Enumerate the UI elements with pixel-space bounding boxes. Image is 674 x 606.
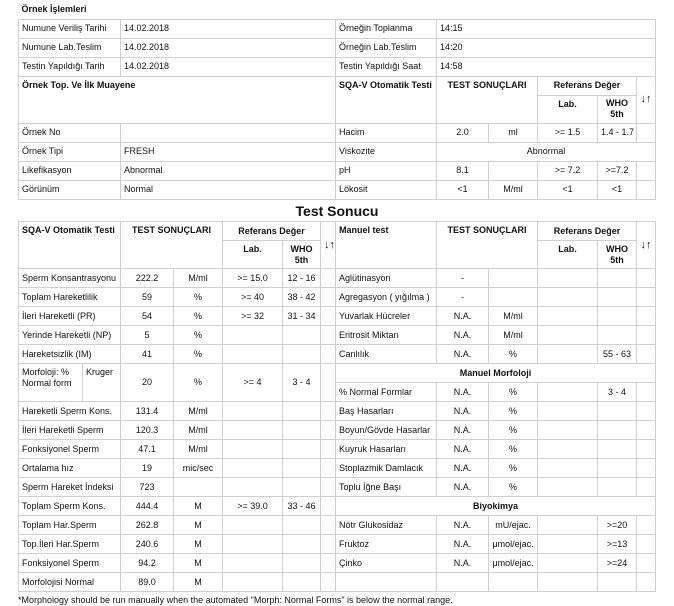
manual-who-ref: >=24 [598, 554, 637, 573]
test-label: İleri Hareketli (PR) [19, 307, 121, 326]
table-row [19, 421, 656, 440]
arrow-cell [637, 269, 656, 288]
sort-arrows-icon[interactable]: ↓↑ [637, 222, 656, 269]
field-value: 14:15 [437, 19, 656, 38]
test-unit: M/ml [174, 269, 223, 288]
who-header-right [598, 241, 637, 269]
test-lab-ref [223, 402, 283, 421]
table-row [19, 180, 656, 199]
test-unit [174, 478, 223, 497]
morph-result: 20 [121, 364, 174, 402]
results-header-right: TEST SONUÇLARI [437, 222, 538, 269]
table-row [19, 535, 656, 554]
param-result: 2.0 [437, 123, 489, 142]
table-row [19, 573, 656, 592]
manual-lab-ref [538, 288, 598, 307]
manual-lab-ref [538, 554, 598, 573]
test-who-ref [283, 573, 321, 592]
manual-label: Boyun/Gövde Hasarlar [336, 421, 437, 440]
results-header: TEST SONUÇLARI [437, 76, 538, 123]
test-who-ref [283, 554, 321, 573]
field-label: Testin Yapıldığı Saat [336, 57, 437, 76]
test-who-ref [283, 345, 321, 364]
test-result: 131.4 [121, 402, 174, 421]
arrow-cell [321, 269, 336, 288]
who-header-line2: 5th [610, 254, 624, 265]
manual-unit: % [489, 421, 538, 440]
auto-test-header: SQA-V Otomatik Testi [19, 222, 121, 269]
test-label: Fonksiyonel Sperm [19, 554, 121, 573]
manual-label: Aglütinasyon [336, 269, 437, 288]
test-unit: % [174, 326, 223, 345]
arrow-cell [321, 497, 336, 516]
table-row [19, 478, 656, 497]
manual-who-ref [598, 402, 637, 421]
manual-label: Kuyruk Hasarları [336, 440, 437, 459]
manual-lab-ref [538, 345, 598, 364]
manual-label: Çinko [336, 554, 437, 573]
test-unit: M [174, 516, 223, 535]
who-header-line1: WHO [606, 243, 629, 254]
test-unit: M [174, 554, 223, 573]
test-label: Toplam Har.Sperm [19, 516, 121, 535]
test-label: Ortalama hız [19, 459, 121, 478]
test-unit: M [174, 497, 223, 516]
morph-label-line1: Morfoloji: % [22, 367, 70, 377]
table-row [19, 307, 656, 326]
arrow-cell [637, 345, 656, 364]
test-who-ref [283, 402, 321, 421]
manual-result: N.A. [437, 478, 489, 497]
table-row [19, 142, 656, 161]
arrow-cell [637, 402, 656, 421]
lab-header: Lab. [538, 95, 598, 123]
who-header-line2: 5th [294, 254, 309, 265]
param-unit: ml [489, 123, 538, 142]
manual-who-ref [598, 440, 637, 459]
manual-unit: μmol/ejac. [489, 535, 538, 554]
arrow-cell [321, 554, 336, 573]
manual-who-ref [598, 573, 637, 592]
manual-unit [489, 288, 538, 307]
test-who-ref: 38 - 42 [283, 288, 321, 307]
manual-label: Fruktoz [336, 535, 437, 554]
test-result: 59 [121, 288, 174, 307]
test-lab-ref [223, 573, 283, 592]
test-result: 89.0 [121, 573, 174, 592]
manual-result: N.A. [437, 383, 489, 402]
arrow-cell [637, 383, 656, 402]
manual-lab-ref [538, 440, 598, 459]
field-value [121, 123, 336, 142]
morph-who-ref: 3 - 4 [283, 364, 321, 402]
manual-lab-ref [538, 326, 598, 345]
param-label: Lökosit [336, 180, 437, 199]
param-result: <1 [437, 180, 489, 199]
table-row [19, 497, 656, 516]
who-header-line2: 5th [610, 109, 624, 119]
manual-lab-ref [538, 478, 598, 497]
manual-result: N.A. [437, 307, 489, 326]
test-result: 262.8 [121, 516, 174, 535]
lab-header-right: Lab. [538, 241, 598, 269]
table-row [19, 269, 656, 288]
param-lab-ref: >= 1.5 [538, 123, 598, 142]
test-who-ref: 31 - 34 [283, 307, 321, 326]
manual-who-ref [598, 326, 637, 345]
test-label: Toplam Hareketlilik [19, 288, 121, 307]
table-row [19, 38, 656, 57]
arrow-cell [321, 345, 336, 364]
manual-lab-ref [538, 269, 598, 288]
test-lab-ref: >= 15.0 [223, 269, 283, 288]
test-unit: mic/sec [174, 459, 223, 478]
table-row [19, 516, 656, 535]
test-lab-ref [223, 326, 283, 345]
test-who-ref [283, 516, 321, 535]
table-row [19, 345, 656, 364]
test-unit: % [174, 288, 223, 307]
sort-arrows-icon[interactable]: ↓↑ [637, 76, 656, 123]
arrow-cell [637, 573, 656, 592]
test-result: 240.6 [121, 535, 174, 554]
arrow-cell [637, 307, 656, 326]
who-header-line1: WHO [606, 98, 628, 108]
manual-lab-ref [538, 307, 598, 326]
field-value: 14.02.2018 [121, 57, 336, 76]
reference-header: Referans Değer [538, 76, 637, 95]
table-row [19, 402, 656, 421]
param-result: Abnormal [437, 142, 656, 161]
manual-unit [489, 269, 538, 288]
test-label: Hareketli Sperm Kons. [19, 402, 121, 421]
arrow-cell [637, 326, 656, 345]
manual-label: Nötr Glukosidaz [336, 516, 437, 535]
arrow-cell [321, 535, 336, 554]
test-result-table [18, 221, 656, 592]
section-biochemistry: Biyokimya [336, 497, 656, 516]
test-unit: M/ml [174, 421, 223, 440]
field-value: 14:58 [437, 57, 656, 76]
test-lab-ref [223, 345, 283, 364]
manual-who-ref [598, 307, 637, 326]
param-result: 8.1 [437, 161, 489, 180]
manual-result: N.A. [437, 535, 489, 554]
manual-result: N.A. [437, 440, 489, 459]
manual-unit: % [489, 383, 538, 402]
arrow-cell [321, 307, 336, 326]
arrow-cell [637, 554, 656, 573]
manual-who-ref [598, 288, 637, 307]
sample-info-table [18, 0, 656, 200]
results-header-left: TEST SONUÇLARI [121, 222, 223, 269]
manual-result: N.A. [437, 516, 489, 535]
manual-who-ref: 3 - 4 [598, 383, 637, 402]
who-header-line1: WHO [290, 243, 313, 254]
manual-who-ref: 55 - 63 [598, 345, 637, 364]
param-label: Viskozite [336, 142, 437, 161]
arrow-cell [637, 440, 656, 459]
manual-lab-ref [538, 402, 598, 421]
arrow-cell [321, 573, 336, 592]
test-lab-ref: >= 32 [223, 307, 283, 326]
field-value: 14.02.2018 [121, 38, 336, 57]
arrow-cell [321, 288, 336, 307]
test-result: 47.1 [121, 440, 174, 459]
manual-label: Yuvarlak Hücreler [336, 307, 437, 326]
test-lab-ref [223, 459, 283, 478]
manual-result: N.A. [437, 402, 489, 421]
morph-unit: % [174, 364, 223, 402]
manual-unit: % [489, 478, 538, 497]
manual-result: N.A. [437, 421, 489, 440]
test-result: 222.2 [121, 269, 174, 288]
test-result: 19 [121, 459, 174, 478]
section-title-first-exam: Örnek Top. Ve İlk Muayene [19, 76, 336, 123]
who-header [598, 95, 637, 123]
test-who-ref [283, 459, 321, 478]
manual-label: Eritrosit Miktarı [336, 326, 437, 345]
test-label: Fonksiyonel Sperm [19, 440, 121, 459]
table-row [19, 288, 656, 307]
field-label: Testin Yapıldığı Tarih [19, 57, 121, 76]
arrow-cell [637, 478, 656, 497]
test-unit: % [174, 345, 223, 364]
field-label: Görünüm [19, 180, 121, 199]
field-value: Abnormal [121, 161, 336, 180]
manual-who-ref [598, 459, 637, 478]
param-who-ref: 1.4 - 1.7 [598, 123, 637, 142]
test-unit: M [174, 573, 223, 592]
param-lab-ref: <1 [538, 180, 598, 199]
test-who-ref [283, 421, 321, 440]
arrow-cell [321, 364, 336, 402]
arrow-cell [637, 421, 656, 440]
reference-header-left: Referans Değer [223, 222, 321, 241]
manual-result: N.A. [437, 345, 489, 364]
manual-unit: % [489, 459, 538, 478]
test-unit: % [174, 307, 223, 326]
who-header-left [283, 241, 321, 269]
manual-result: - [437, 288, 489, 307]
manual-label: Toplu İğne Başı [336, 478, 437, 497]
field-label: Likefikasyon [19, 161, 121, 180]
arrow-cell [321, 440, 336, 459]
manual-unit: M/ml [489, 307, 538, 326]
field-value: 14:20 [437, 38, 656, 57]
field-label: Numune Lab.Teslim [19, 38, 121, 57]
test-who-ref [283, 440, 321, 459]
manual-label: Baş Hasarları [336, 402, 437, 421]
manual-result [437, 573, 489, 592]
arrow-cell [637, 535, 656, 554]
arrow-cell [321, 421, 336, 440]
morph-label [19, 364, 83, 402]
arrow-cell [637, 161, 656, 180]
test-result: 5 [121, 326, 174, 345]
manual-who-ref [598, 269, 637, 288]
test-label: Sperm Hareket İndeksi [19, 478, 121, 497]
manual-lab-ref [538, 516, 598, 535]
test-unit: M [174, 535, 223, 554]
arrow-cell [637, 288, 656, 307]
test-result: 723 [121, 478, 174, 497]
manual-label [336, 573, 437, 592]
table-row [19, 440, 656, 459]
test-who-ref [283, 535, 321, 554]
manual-label: Canlılık [336, 345, 437, 364]
param-label: Hacim [336, 123, 437, 142]
manual-unit: M/ml [489, 326, 538, 345]
manual-label: Agregasyon ( yığılma ) [336, 288, 437, 307]
param-who-ref: >=7.2 [598, 161, 637, 180]
arrow-cell [637, 180, 656, 199]
test-result: 41 [121, 345, 174, 364]
test-label: İleri Hareketli Sperm [19, 421, 121, 440]
field-label: Örneğin Toplanma [336, 19, 437, 38]
manual-who-ref: >=20 [598, 516, 637, 535]
test-lab-ref: >= 39.0 [223, 497, 283, 516]
field-label: Örneğin Lab.Teslim [336, 38, 437, 57]
arrow-cell [321, 326, 336, 345]
arrow-cell [637, 459, 656, 478]
param-unit: M/ml [489, 180, 538, 199]
manual-unit: % [489, 345, 538, 364]
test-lab-ref [223, 421, 283, 440]
field-value: FRESH [121, 142, 336, 161]
test-label: Top.İleri Har.Sperm [19, 535, 121, 554]
test-lab-ref [223, 554, 283, 573]
morph-label-line2: Normal form [22, 378, 72, 388]
manual-who-ref [598, 478, 637, 497]
field-value: Normal [121, 180, 336, 199]
manual-unit: mU/ejac. [489, 516, 538, 535]
sort-arrows-icon[interactable]: ↓↑ [321, 222, 336, 269]
table-row [19, 57, 656, 76]
section-title-sample-ops: Örnek İşlemleri [19, 0, 656, 19]
test-who-ref [283, 326, 321, 345]
test-label: Morfolojisi Normal [19, 573, 121, 592]
test-who-ref [283, 478, 321, 497]
section-manual-morphology: Manuel Morfoloji [336, 364, 656, 383]
table-row [19, 554, 656, 573]
morph-lab-ref: >= 4 [223, 364, 283, 402]
test-result: 94.2 [121, 554, 174, 573]
manual-lab-ref [538, 459, 598, 478]
manual-who-ref: >=13 [598, 535, 637, 554]
field-value: 14.02.2018 [121, 19, 336, 38]
manual-who-ref [598, 421, 637, 440]
arrow-cell [321, 478, 336, 497]
field-label: Numune Veriliş Tarihi [19, 19, 121, 38]
manual-label: Stoplazmik Damlacık [336, 459, 437, 478]
param-lab-ref: >= 7.2 [538, 161, 598, 180]
table-row [19, 19, 656, 38]
lab-header-left: Lab. [223, 241, 283, 269]
test-who-ref: 33 - 46 [283, 497, 321, 516]
arrow-cell [321, 402, 336, 421]
manual-unit: % [489, 440, 538, 459]
test-unit: M/ml [174, 440, 223, 459]
manual-lab-ref [538, 573, 598, 592]
table-row [19, 326, 656, 345]
test-label: Sperm Konsantrasyonu [19, 269, 121, 288]
test-unit: M/ml [174, 402, 223, 421]
test-lab-ref [223, 440, 283, 459]
manual-lab-ref [538, 421, 598, 440]
manual-result: N.A. [437, 459, 489, 478]
table-row [19, 123, 656, 142]
field-label: Örnek No [19, 123, 121, 142]
manual-unit: % [489, 402, 538, 421]
kruger-label: Kruger [83, 364, 121, 402]
field-label: Örnek Tipi [19, 142, 121, 161]
param-label: pH [336, 161, 437, 180]
manual-unit [489, 573, 538, 592]
test-lab-ref [223, 478, 283, 497]
manual-result: N.A. [437, 554, 489, 573]
test-label: Hareketsizlik (IM) [19, 345, 121, 364]
param-who-ref: <1 [598, 180, 637, 199]
page-title: Test Sonucu [295, 203, 379, 219]
manual-label: % Normal Formlar [336, 383, 437, 402]
manual-unit: μmol/ejac. [489, 554, 538, 573]
arrow-cell [637, 516, 656, 535]
arrow-cell [321, 459, 336, 478]
test-lab-ref: >= 40 [223, 288, 283, 307]
table-row [19, 364, 656, 383]
test-lab-ref [223, 535, 283, 554]
test-who-ref: 12 - 16 [283, 269, 321, 288]
test-label: Yerinde Hareketli (NP) [19, 326, 121, 345]
manual-lab-ref [538, 383, 598, 402]
test-result: 444.4 [121, 497, 174, 516]
test-label: Toplam Sperm Kons. [19, 497, 121, 516]
manual-test-header: Manuel test [336, 222, 437, 269]
auto-test-header: SQA-V Otomatik Testi [336, 76, 437, 123]
test-lab-ref [223, 516, 283, 535]
table-row [19, 161, 656, 180]
arrow-cell [637, 123, 656, 142]
manual-result: - [437, 269, 489, 288]
manual-lab-ref [538, 535, 598, 554]
reference-header-right: Referans Değer [538, 222, 637, 241]
test-result: 120.3 [121, 421, 174, 440]
arrow-cell [321, 516, 336, 535]
table-row [19, 459, 656, 478]
manual-result: N.A. [437, 326, 489, 345]
footnote: *Morphology should be run manually when the automated "Morph: Normal Forms" is below the normal range. [18, 595, 453, 605]
test-result: 54 [121, 307, 174, 326]
param-unit [489, 161, 538, 180]
